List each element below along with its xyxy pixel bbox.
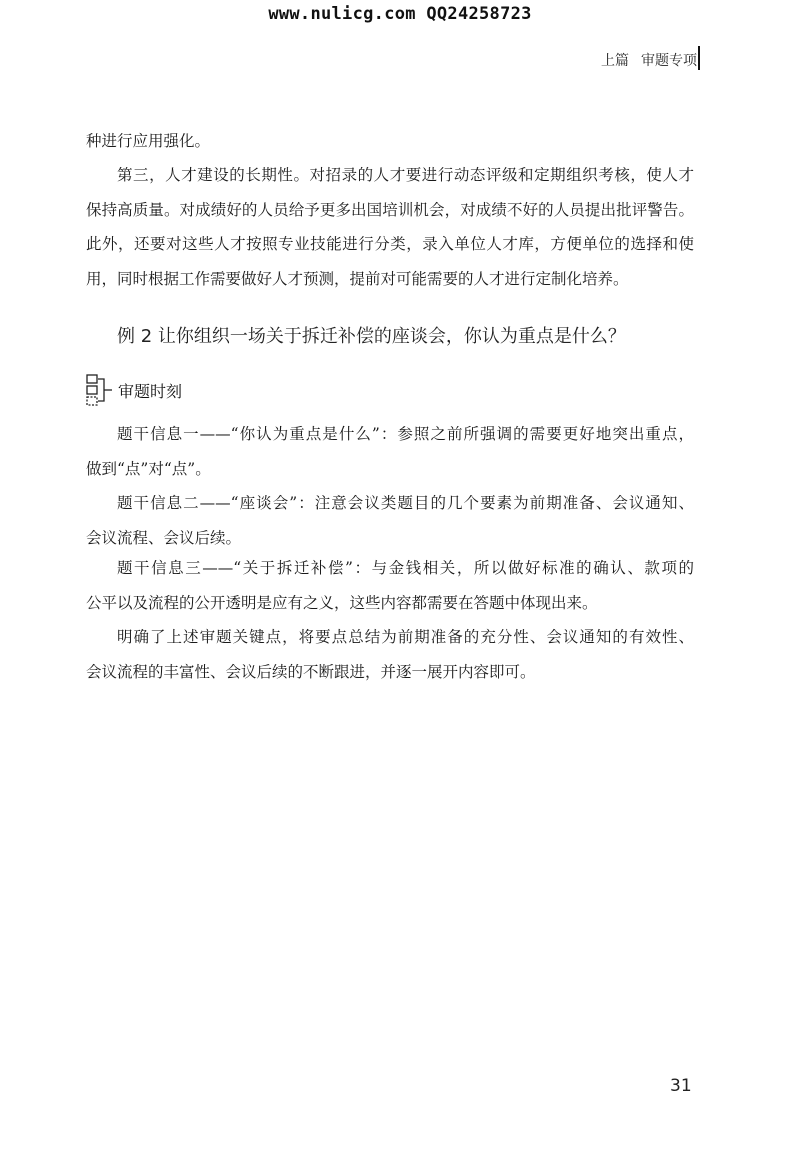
analysis-paragraph-2 <box>86 486 694 555</box>
paragraph-line: 明确了上述审题关键点，将要点总结为前期准备的充分性、会议通知的有效性、 <box>117 628 694 646</box>
paragraph-line: 第三，人才建设的长期性。对招录的人才要进行动态评级和定期组织考核，使人才 <box>117 166 694 184</box>
paragraph-line: 做到“点”对“点”。 <box>86 459 211 478</box>
analysis-paragraph-1 <box>86 417 694 486</box>
paragraph-line: 保持高质量。对成绩好的人员给予更多出国培训机会，对成绩不好的人员提出批评警告。 <box>86 200 694 219</box>
section-heading <box>86 374 182 406</box>
running-header-section: 审题专项 <box>641 53 697 69</box>
paragraph-line: 题干信息一——“你认为重点是什么”：参照之前所强调的需要更好地突出重点， <box>117 425 694 443</box>
continuation-line: 种进行应用强化。 <box>86 132 211 150</box>
document-stack-icon <box>86 374 114 406</box>
paragraph-line: 题干信息三——“关于拆迁补偿”：与金钱相关，所以做好标准的确认、款项的 <box>117 559 694 577</box>
example-question: 例 2 让你组织一场关于拆迁补偿的座谈会，你认为重点是什么？ <box>117 326 626 347</box>
section-heading-label: 审题时刻 <box>118 381 183 401</box>
paragraph-line: 此外，还要对这些人才按照专业技能进行分类，录入单位人才库，方便单位的选择和使 <box>86 235 694 253</box>
running-header-part: 上篇 <box>601 53 629 69</box>
talent-paragraph <box>86 158 694 296</box>
page-number: 31 <box>670 1076 692 1096</box>
paragraph-line: 公平以及流程的公开透明是应有之义，这些内容都需要在答题中体现出来。 <box>86 593 598 612</box>
paragraph-line: 会议流程的丰富性、会议后续的不断跟进，并逐一展开内容即可。 <box>86 662 536 681</box>
analysis-paragraph-4 <box>86 620 694 689</box>
continuation-line-block <box>86 124 694 159</box>
analysis-paragraph-3 <box>86 551 694 620</box>
watermark: www.nulicg.com QQ24258723 <box>268 4 532 24</box>
header-rule <box>698 46 700 70</box>
paragraph-line: 用，同时根据工作需要做好人才预测，提前对可能需要的人才进行定制化培养。 <box>86 269 629 288</box>
paragraph-line: 会议流程、会议后续。 <box>86 528 242 547</box>
paragraph-line: 题干信息二——“座谈会”：注意会议类题目的几个要素为前期准备、会议通知、 <box>117 494 694 512</box>
running-header <box>601 50 697 70</box>
